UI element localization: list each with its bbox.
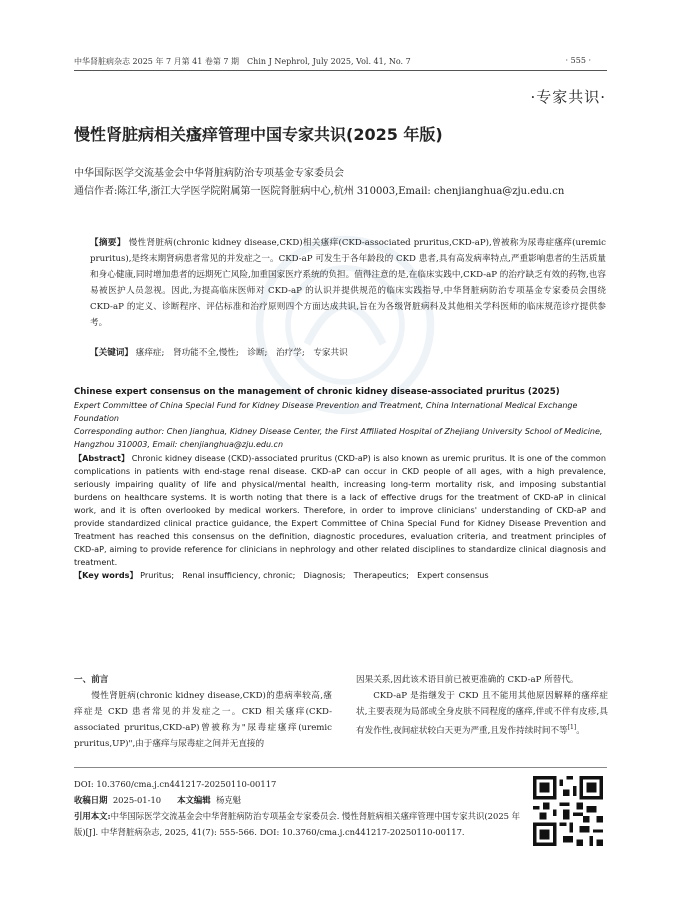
citation (74, 808, 524, 840)
received-label: 收稿日期 (74, 795, 108, 805)
editor-label: 本文编辑 (177, 795, 211, 805)
running-head: 中华肾脏病杂志 2025 年 7 月第 41 卷第 7 期 Chin J Nephrol, July 2025, Vol. 41, No. 7 (74, 57, 411, 66)
en-committee: Expert Committee of China Special Fund for Kidney Disease Prevention and Treatment, China International Medical Exchange Foundation (74, 401, 578, 423)
correspondence: 通信作者:陈江华,浙江大学医学院附属第一医院肾脏病中心,杭州 310003,Email: chenjianghua@zju.edu.cn (74, 186, 565, 197)
column-tag: ·专家共识· (530, 88, 606, 106)
editor-name: 杨克魁 (215, 795, 242, 805)
body-paragraph (356, 688, 608, 739)
en-keywords (74, 569, 606, 582)
page-number: · 555 · (565, 56, 591, 65)
en-title: Chinese expert consensus on the management of chronic kidney disease-associated pruritus (2025) (74, 387, 560, 397)
body-left-column (74, 672, 332, 752)
body-paragraph-cont: 因果关系,因此该术语目前已被更准确的 CKD-aP 所替代。 (356, 675, 579, 685)
received-date: 2025-01-10 (112, 795, 162, 805)
en-abstract-text: Chronic kidney disease (CKD)-associated pruritus (CKD-aP) is also known as uremic pruritus. It is one of the common complications in patients with end-stage renal disease. CKD-aP can occur in CKD people of all ages, with a high prevalence, seriously impairing quality of life and physical/mental health, increasing long-term mortality risk, and imposing substantial burdens on healthcare systems. It is worth noting that there is a lack of effective drugs for the treatment of CKD-aP in clinical work, and it is often overlooked by medical workers. Therefore, in order to improve clinicians' understanding of CKD-aP and provide standardized clinical practice guidance, the Expert Committee of China Special Fund for Kidney Disease Prevention and Treatment has reached this consensus on the definition, diagnostic procedures, evaluation criteria, and treatment principles of CKD-aP, aiming to provide reference for clinicians in nephrology and other related disciplines to standardize clinical diagnosis and treatment. (74, 453, 606, 567)
article-title: 慢性肾脏病相关瘙痒管理中国专家共识(2025 年版) (74, 125, 443, 144)
cn-keywords-label: 【关键词】 (90, 348, 133, 358)
body-paragraph: 慢性肾脏病(chronic kidney disease,CKD)的患病率较高,瘙痒症是 CKD 患者常见的并发症之一。CKD 相关瘙痒(CKD-associated pruritus,CKD-aP)曾被称为"尿毒症瘙痒(uremic pruritus,UP)",由于瘙痒与尿毒症之间并无直接的 (74, 691, 332, 749)
received-line (74, 792, 524, 808)
footer-rule (74, 767, 607, 768)
body-paragraph-text: CKD-aP 是指继发于 CKD 且不能用其他原因解释的瘙痒症状,主要表现为局部或全身皮肤不同程度的瘙痒,伴或不伴有皮疹,具有发作性,夜间症状较白天更为严重,且发作持续时间不等 (356, 691, 608, 736)
cn-keywords (90, 346, 606, 358)
cn-keywords-text: 瘙痒症; 肾功能不全,慢性; 诊断; 治疗学; 专家共识 (135, 348, 348, 358)
reference-link[interactable]: [1] (567, 724, 577, 731)
qr-code-icon[interactable] (533, 776, 603, 846)
english-block (74, 386, 606, 582)
citation-label: 引用本文: (74, 811, 111, 821)
en-abstract-label: 【Abstract】 (74, 453, 130, 463)
en-corresponding: Corresponding author: Chen Jianghua, Kidney Disease Center, the First Affiliated Hospital of Zhejiang University School of Medicine, Hangzhou 310003, Email: chenjianghua@zju.edu.cn (74, 427, 603, 449)
en-keywords-text: Pruritus; Renal insufficiency, chronic; Diagnosis; Therapeutics; Expert consensus (140, 570, 489, 580)
cn-abstract (90, 235, 606, 331)
cn-abstract-text: 慢性肾脏病(chronic kidney disease,CKD)相关瘙痒(CKD-associated pruritus,CKD-aP),曾被称为尿毒症瘙痒(uremic pruritus),是终末期肾病患者常见的并发症之一。CKD-aP 可发生于各年龄段的 CKD 患者,具有高发病率特点,严重影响患者的生活质量和身心健康,同时增加患者的远期死亡风险,加重国家医疗系统的负担。值得注意的是,在临床实践中,CKD-aP 的治疗缺乏有效的药物,也容易被医护人员忽视。因此,为提高临床医师对 CKD-aP 的认识并提供规范的临床实践指导,中华肾脏病防治专项基金专家委员会围绕 CKD-aP 的定义、诊断程序、评估标准和治疗原则四个方面达成共识,旨在为各级肾脏病科及其他相关学科医师的临床规范诊疗提供参考。 (90, 238, 606, 328)
authors: 中华国际医学交流基金会中华肾脏病防治专项基金专家委员会 (74, 168, 344, 179)
cn-abstract-label: 【摘要】 (90, 238, 126, 248)
doi[interactable]: DOI: 10.3760/cma.j.cn441217-20250110-00117 (74, 779, 277, 789)
en-keywords-label: 【Key words】 (74, 570, 138, 580)
en-abstract (74, 452, 606, 569)
footer-notes (74, 776, 524, 840)
header-rule (74, 70, 607, 71)
body-right-column (356, 672, 608, 739)
body-paragraph-end: 。 (576, 725, 585, 736)
section-heading: 一、前言 (74, 675, 109, 685)
citation-text: 中华国际医学交流基金会中华肾脏病防治专项基金专家委员会. 慢性肾脏病相关瘙痒管理中国专家共识(2025 年版)[J]. 中华肾脏病杂志, 2025, 41(7): 555-566. DOI: 10.3760/cma.j.cn441217-20250110-00117. (74, 811, 521, 837)
